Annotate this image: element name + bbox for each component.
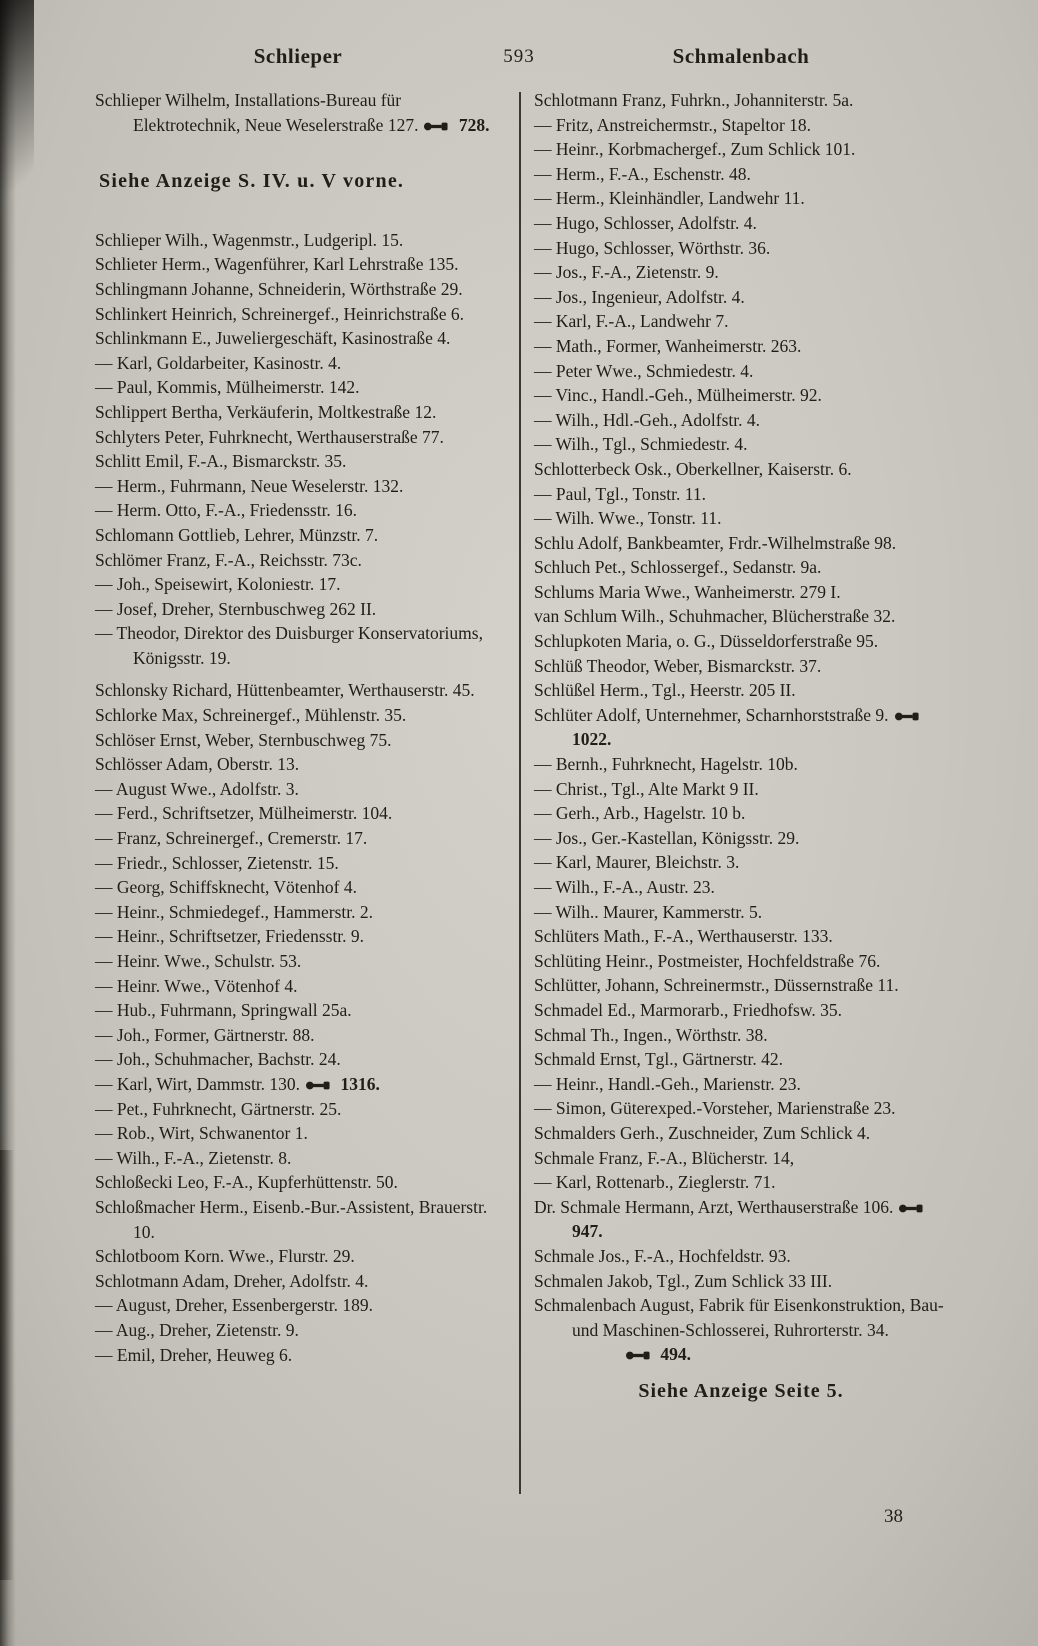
footer-page-number: 38 — [884, 1506, 903, 1527]
entry-text: — Heinr., Schriftsetzer, Friedensstr. 9. — [95, 926, 365, 947]
entry-text: Schlömer Franz, F.-A., Reichsstr. 73c. — [95, 549, 362, 570]
directory-entry — [95, 1318, 501, 1343]
directory-entry — [95, 900, 501, 925]
directory-entry — [95, 449, 501, 474]
entry-text: Schlorke Max, Schreinergef., Mühlenstr. 35. — [95, 705, 407, 726]
directory-entry — [534, 850, 948, 875]
header-keyword-right: Schmalenbach — [672, 44, 810, 68]
column-divider-rule — [519, 92, 521, 1494]
entry-text: — Heinr. Wwe., Schulstr. 53. — [95, 951, 302, 971]
entry-text: Schlinkert Heinrich, Schreinergef., Heinrichstraße 6. — [95, 303, 464, 324]
entry-text: — Josef, Dreher, Sternbuschweg 262 II. — [95, 598, 377, 619]
directory-entry — [534, 949, 948, 974]
directory-entry — [534, 408, 948, 433]
entry-text: Schlotmann Franz, Fuhrkn., Johanniterstr. 5a. — [534, 90, 854, 110]
directory-entry — [534, 973, 948, 998]
directory-entry — [534, 580, 948, 605]
entry-text: Schluch Pet., Schlossergef., Sedanstr. 9a. — [534, 557, 822, 578]
entry-text: — Aug., Dreher, Zietenstr. 9. — [95, 1319, 299, 1340]
directory-entry — [95, 678, 501, 703]
entry-text: — Hugo, Schlosser, Adolfstr. 4. — [534, 212, 757, 233]
directory-entry — [534, 383, 948, 408]
directory-entry — [534, 432, 948, 457]
directory-entry — [95, 302, 501, 327]
entry-text: Schlyters Peter, Fuhrknecht, Werthauserstraße 77. — [95, 426, 444, 447]
entry-text: Schmald Ernst, Tgl., Gärtnerstr. 42. — [534, 1049, 784, 1070]
entry-text: — Jos., Ingenieur, Adolfstr. 4. — [534, 286, 745, 307]
directory-entry — [95, 1244, 501, 1269]
entry-text: — Wilh., F.-A., Zietenstr. 8. — [95, 1147, 292, 1168]
see-advert-notice — [95, 169, 501, 194]
directory-entry — [95, 474, 501, 499]
entry-text: Schlippert Bertha, Verkäuferin, Moltkestraße 12. — [95, 401, 437, 422]
directory-entry — [95, 1269, 501, 1294]
entry-text: — Jos., F.-A., Zietenstr. 9. — [534, 262, 719, 283]
entry-text: Schmale Jos., F.-A., Hochfeldstr. 93. — [534, 1245, 791, 1266]
entry-text: — Rob., Wirt, Schwanentor 1. — [95, 1123, 308, 1144]
directory-entry — [534, 1096, 948, 1121]
directory-entry — [95, 498, 501, 523]
entry-text: — Heinr., Korbmachergef., Zum Schlick 101. — [534, 139, 856, 160]
entry-text: Schlonsky Richard, Hüttenbeamter, Werthauserstr. 45. — [95, 680, 475, 701]
entry-text: Schmalenbach August, Fabrik für Eisenkonstruktion, Bau- und Maschinen-Schlosserei, Ruhrorterstr. 34. — [534, 1295, 944, 1340]
directory-entry — [534, 1023, 948, 1048]
directory-entry — [95, 400, 501, 425]
entry-text: — Karl, Goldarbeiter, Kasinostr. 4. — [95, 352, 342, 373]
directory-entry — [534, 752, 948, 777]
directory-entry — [95, 1047, 501, 1072]
directory-entry — [95, 974, 501, 999]
directory-entry — [534, 629, 948, 654]
directory-entry — [95, 1293, 501, 1318]
entry-text: — Joh., Schuhmacher, Bachstr. 24. — [95, 1049, 341, 1070]
directory-entry — [95, 875, 501, 900]
directory-entry — [95, 425, 501, 450]
directory-entry — [95, 326, 501, 351]
directory-entry — [534, 359, 948, 384]
entry-text: Schmalders Gerh., Zuschneider, Zum Schlick 4. — [534, 1122, 871, 1143]
directory-entry — [95, 252, 501, 277]
entry-text: Schmale Franz, F.-A., Blücherstr. 14, — [534, 1147, 795, 1168]
entry-text: Schlüter Adolf, Unternehmer, Scharnhorststraße 9. — [534, 704, 889, 725]
directory-entry — [534, 678, 948, 703]
directory-entry — [95, 1121, 501, 1146]
phone-number: 1316. — [336, 1073, 380, 1094]
entry-text: — Simon, Güterexped.-Vorsteher, Marienstraße 23. — [534, 1098, 896, 1119]
entry-text: — Wilh. Wwe., Tonstr. 11. — [534, 508, 722, 529]
entry-text: — Theodor, Direktor des Duisburger Konservatoriums, Königsstr. 19. — [95, 623, 483, 668]
directory-entry — [534, 924, 948, 949]
entry-text: Schlomann Gottlieb, Lehrer, Münzstr. 7. — [95, 524, 379, 545]
directory-entry — [534, 777, 948, 802]
entry-text: — Paul, Tgl., Tonstr. 11. — [534, 483, 707, 504]
phone-number: 1022. — [572, 729, 612, 750]
directory-entry — [534, 1195, 948, 1244]
directory-entry — [534, 654, 948, 679]
directory-entry — [534, 186, 948, 211]
directory-entry — [534, 285, 948, 310]
telephone-icon — [898, 1203, 926, 1214]
directory-entry — [534, 1293, 948, 1342]
directory-entry — [534, 211, 948, 236]
directory-entry — [95, 88, 501, 137]
directory-entry — [95, 1097, 501, 1122]
directory-entry — [95, 572, 501, 597]
directory-entry — [534, 162, 948, 187]
see-advert-notice — [534, 1379, 948, 1404]
directory-entry — [95, 703, 501, 728]
entry-text: Schlösser Adam, Oberstr. 13. — [95, 754, 300, 775]
directory-entry — [95, 998, 501, 1023]
entry-text: — Paul, Kommis, Mülheimerstr. 142. — [95, 377, 360, 398]
entry-text: Schlingmann Johanne, Schneiderin, Wörthstraße 29. — [95, 278, 463, 299]
entry-text: Siehe Anzeige Seite 5. — [638, 1379, 844, 1402]
directory-entry — [534, 137, 948, 162]
entry-text: — Fritz, Anstreichermstr., Stapeltor 18. — [534, 114, 812, 135]
directory-entry — [95, 375, 501, 400]
entry-text: — August, Dreher, Essenbergerstr. 189. — [95, 1295, 373, 1316]
directory-entry — [95, 523, 501, 548]
directory-entry — [534, 1170, 948, 1195]
entry-text: — Heinr., Schmiedegef., Hammerstr. 2. — [95, 901, 373, 922]
entry-text: — Christ., Tgl., Alte Markt 9 II. — [534, 778, 759, 799]
entry-text: — Hugo, Schlosser, Wörthstr. 36. — [534, 237, 771, 258]
entry-text: Schloßecki Leo, F.-A., Kupferhüttenstr. 50. — [95, 1172, 398, 1193]
directory-entry — [95, 1146, 501, 1171]
directory-entry — [95, 277, 501, 302]
directory-entry — [95, 228, 501, 253]
directory-entry — [534, 113, 948, 138]
directory-entry — [534, 826, 948, 851]
phone-number-line — [534, 1342, 948, 1367]
phone-number: 728. — [454, 114, 490, 135]
directory-entry — [95, 621, 501, 670]
entry-text: — Herm., Kleinhändler, Landwehr 11. — [534, 188, 805, 209]
directory-entry — [534, 555, 948, 580]
entry-text: Schlotterbeck Osk., Oberkellner, Kaiserstr. 6. — [534, 458, 852, 479]
directory-entry — [534, 309, 948, 334]
directory-entry — [95, 728, 501, 753]
entry-text: — Karl, Maurer, Bleichstr. 3. — [534, 852, 740, 873]
directory-entry — [95, 597, 501, 622]
directory-entry — [95, 351, 501, 376]
entry-text: — Vinc., Handl.-Geh., Mülheimerstr. 92. — [534, 385, 822, 406]
entry-text: — Herm., F.-A., Eschenstr. 48. — [534, 163, 751, 184]
directory-entry — [534, 1072, 948, 1097]
directory-entry — [534, 998, 948, 1023]
directory-entry — [95, 777, 501, 802]
directory-entry — [534, 1269, 948, 1294]
entry-text: Schlütter, Johann, Schreinermstr., Düssernstraße 11. — [534, 975, 899, 996]
entry-text: Schlotmann Adam, Dreher, Adolfstr. 4. — [95, 1270, 369, 1291]
entry-text: — Emil, Dreher, Heuweg 6. — [95, 1344, 293, 1365]
directory-entry — [534, 482, 948, 507]
entry-text: Schlotboom Korn. Wwe., Flurstr. 29. — [95, 1246, 355, 1267]
directory-entry — [95, 1170, 501, 1195]
entry-text: Schlieter Herm., Wagenführer, Karl Lehrstraße 135. — [95, 254, 459, 275]
entry-text: Schlüters Math., F.-A., Werthauserstr. 133. — [534, 926, 833, 947]
entry-text: Schmalen Jakob, Tgl., Zum Schlick 33 III. — [534, 1270, 833, 1291]
directory-entry — [534, 900, 948, 925]
phone-number: 947. — [572, 1221, 603, 1242]
directory-entry — [95, 752, 501, 777]
directory-entry — [534, 506, 948, 531]
directory-entry — [534, 88, 948, 113]
entry-text: — Gerh., Arb., Hagelstr. 10 b. — [534, 803, 746, 824]
entry-text: Dr. Schmale Hermann, Arzt, Werthauserstraße 106. — [534, 1196, 894, 1217]
binding-corner-shadow — [0, 0, 34, 240]
entry-text: — Wilh., F.-A., Austr. 23. — [534, 877, 715, 897]
entry-text: — Peter Wwe., Schmiedestr. 4. — [534, 360, 754, 381]
entry-text: — Hub., Fuhrmann, Springwall 25a. — [95, 1000, 352, 1021]
entry-text: Schlitt Emil, F.-A., Bismarckstr. 35. — [95, 451, 347, 472]
directory-entry — [95, 1343, 501, 1368]
directory-entry — [534, 236, 948, 261]
entry-text: Schlums Maria Wwe., Wanheimerstr. 279 I. — [534, 581, 841, 602]
directory-entry — [95, 851, 501, 876]
entry-text: — Ferd., Schriftsetzer, Mülheimerstr. 104. — [95, 803, 393, 824]
entry-text: — Math., Former, Wanheimerstr. 263. — [534, 335, 802, 356]
entry-text: Schmal Th., Ingen., Wörthstr. 38. — [534, 1024, 768, 1045]
entry-text: Schlüß Theodor, Weber, Bismarckstr. 37. — [534, 655, 822, 676]
entry-text: Schmadel Ed., Marmorarb., Friedhofsw. 35. — [534, 999, 842, 1020]
entry-text: Schlieper Wilh., Wagenmstr., Ludgeripl. 15. — [95, 229, 404, 250]
entry-text: — Friedr., Schlosser, Zietenstr. 15. — [95, 852, 339, 873]
entry-text: — Karl, Rottenarb., Zieglerstr. 71. — [534, 1172, 776, 1193]
entry-text: — Wilh., Hdl.-Geh., Adolfstr. 4. — [534, 409, 760, 430]
directory-entry — [534, 875, 948, 900]
directory-entry — [95, 548, 501, 573]
directory-entry — [95, 924, 501, 949]
directory-entry — [95, 1072, 501, 1097]
directory-entry — [534, 1244, 948, 1269]
entry-text: — Bernh., Fuhrknecht, Hagelstr. 10b. — [534, 754, 798, 775]
header-keyword-left: Schlieper — [253, 44, 343, 68]
phone-number: 494. — [656, 1344, 691, 1365]
entry-text: — Pet., Fuhrknecht, Gärtnerstr. 25. — [95, 1098, 342, 1119]
entry-text: — Georg, Schiffsknecht, Vötenhof 4. — [95, 877, 357, 898]
telephone-icon — [625, 1350, 653, 1361]
entry-text: Schlöser Ernst, Weber, Sternbuschweg 75. — [95, 729, 392, 750]
directory-entry — [95, 801, 501, 826]
telephone-icon — [894, 711, 922, 722]
directory-entry — [534, 604, 948, 629]
binding-lower-shadow — [0, 1150, 14, 1580]
entry-text: — Herm. Otto, F.-A., Friedensstr. 16. — [95, 500, 358, 521]
directory-entry — [95, 1195, 501, 1244]
entry-text: — Heinr. Wwe., Vötenhof 4. — [95, 975, 298, 996]
column-left — [95, 88, 501, 1367]
directory-entry — [534, 703, 948, 752]
entry-text: — August Wwe., Adolfstr. 3. — [95, 778, 299, 799]
entry-text: Schlüßel Herm., Tgl., Heerstr. 205 II. — [534, 680, 796, 701]
entry-text: — Heinr., Handl.-Geh., Marienstr. 23. — [534, 1073, 801, 1094]
entry-text: Schloßmacher Herm., Eisenb.-Bur.-Assistent, Brauerstr. 10. — [95, 1196, 488, 1242]
entry-text: van Schlum Wilh., Schuhmacher, Blücherstraße 32. — [534, 606, 896, 627]
entry-text: Schlieper Wilhelm, Installations-Bureau für Elektrotechnik, Neue Weselerstraße 127. — [95, 90, 419, 135]
entry-text: — Franz, Schreinergef., Cremerstr. 17. — [95, 828, 368, 849]
entry-text: — Jos., Ger.-Kastellan, Königsstr. 29. — [534, 827, 800, 848]
entry-text: — Karl, F.-A., Landwehr 7. — [534, 311, 729, 332]
entry-text: Schlupkoten Maria, o. G., Düsseldorferstraße 95. — [534, 631, 879, 652]
entry-text: — Karl, Wirt, Dammstr. 130. — [95, 1073, 301, 1094]
header-page-number: 593 — [503, 46, 535, 67]
entry-text: Siehe Anzeige S. IV. u. V vorne. — [99, 170, 405, 193]
entry-text: — Joh., Former, Gärtnerstr. 88. — [95, 1024, 315, 1045]
directory-entry — [534, 1146, 948, 1171]
directory-entry — [534, 457, 948, 482]
directory-entry — [534, 1121, 948, 1146]
directory-entry — [534, 531, 948, 556]
entry-text: — Joh., Speisewirt, Koloniestr. 17. — [95, 574, 341, 595]
entry-text: Schlüting Heinr., Postmeister, Hochfeldstraße 76. — [534, 950, 881, 971]
directory-entry — [534, 801, 948, 826]
entry-text: Schlu Adolf, Bankbeamter, Frdr.-Wilhelmstraße 98. — [534, 532, 897, 553]
telephone-icon — [305, 1080, 333, 1091]
column-right — [534, 88, 948, 1403]
entry-text: — Herm., Fuhrmann, Neue Weselerstr. 132. — [95, 475, 404, 496]
directory-entry — [95, 1023, 501, 1048]
entry-text: Schlinkmann E., Juweliergeschäft, Kasinostraße 4. — [95, 328, 451, 349]
directory-entry — [534, 334, 948, 359]
directory-entry — [534, 260, 948, 285]
telephone-icon — [423, 121, 451, 132]
entry-text: — Wilh.. Maurer, Kammerstr. 5. — [534, 901, 763, 922]
directory-entry — [534, 1047, 948, 1072]
directory-entry — [95, 826, 501, 851]
directory-entry — [95, 949, 501, 974]
entry-text: — Wilh., Tgl., Schmiedestr. 4. — [534, 434, 748, 455]
